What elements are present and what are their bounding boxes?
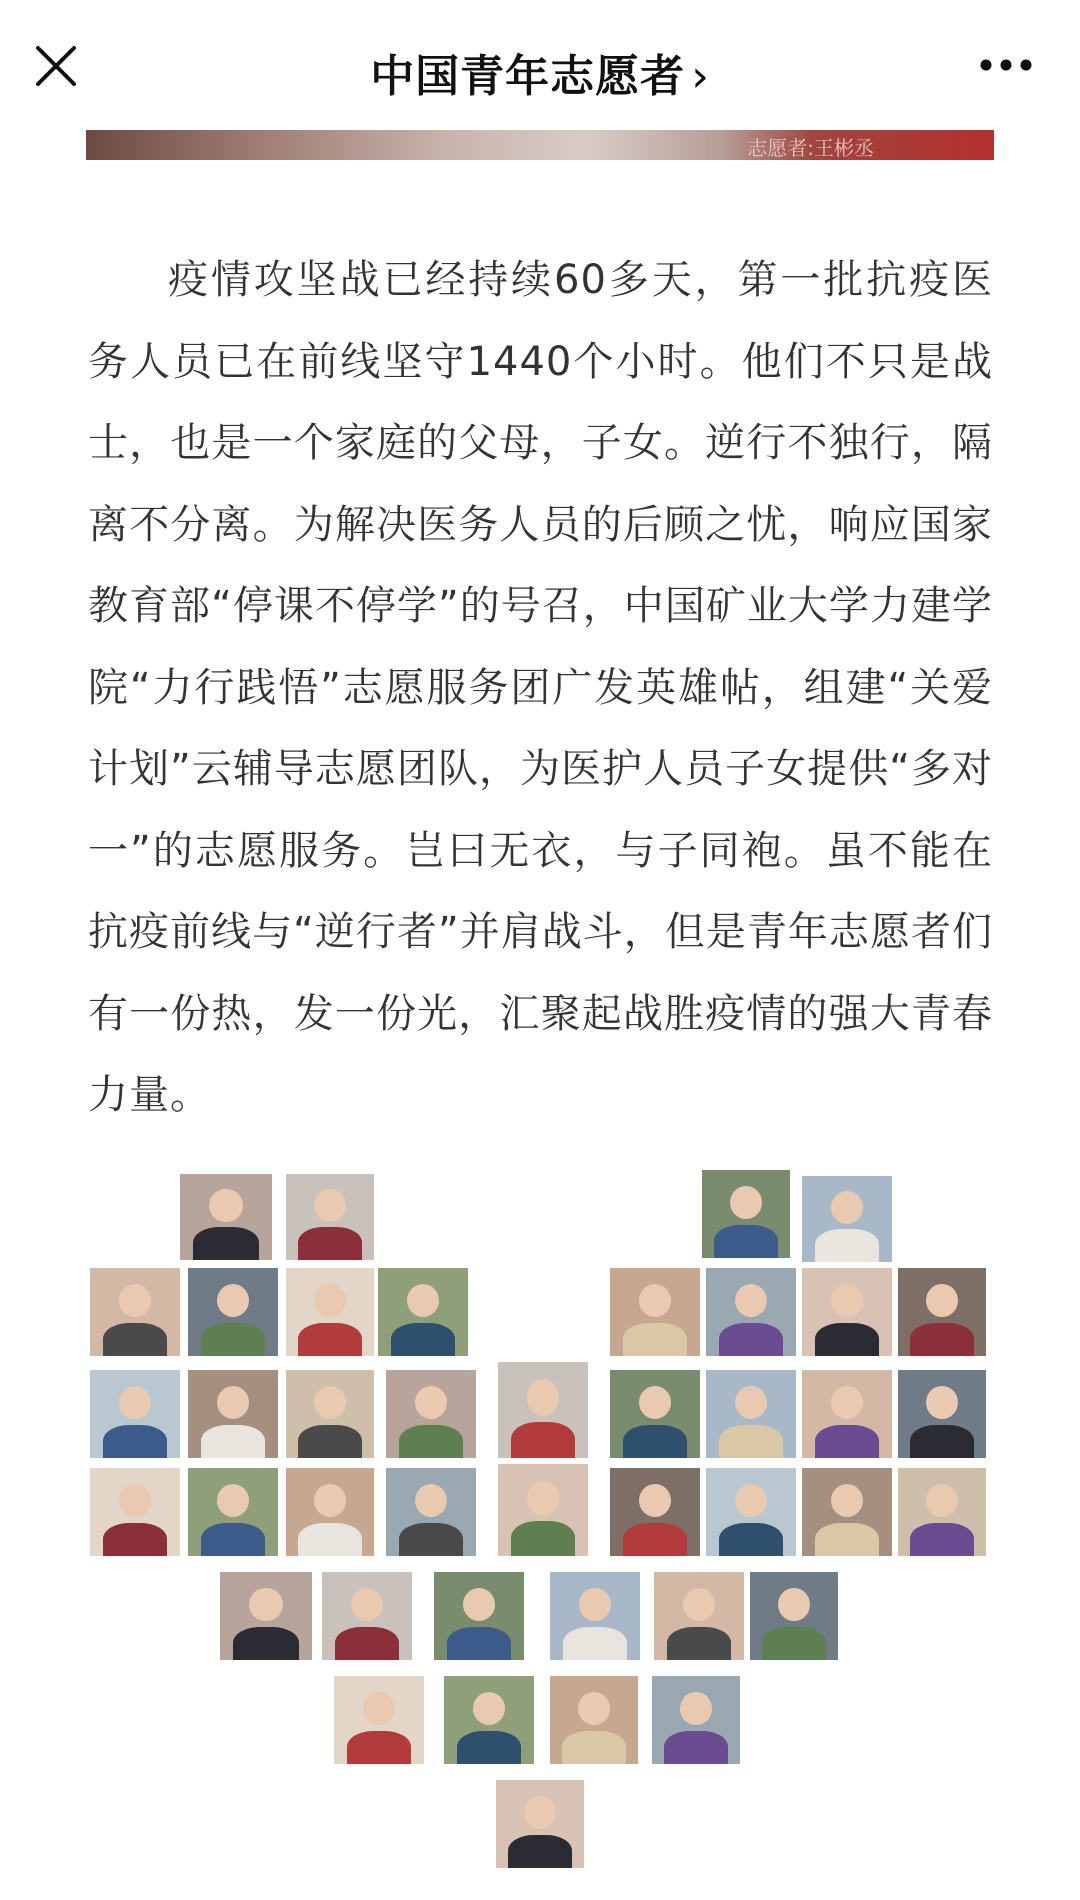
portrait-face xyxy=(527,1379,559,1415)
volunteer-photo xyxy=(186,1266,280,1358)
portrait-body xyxy=(201,1425,266,1460)
volunteer-photo xyxy=(384,1466,478,1558)
volunteer-photo xyxy=(704,1368,798,1460)
portrait-face xyxy=(473,1692,505,1725)
volunteer-photo xyxy=(284,1466,376,1558)
account-name: 中国青年志愿者 xyxy=(370,51,686,102)
volunteer-photo xyxy=(608,1466,702,1558)
portrait-face xyxy=(735,1484,767,1517)
volunteer-photo xyxy=(384,1368,478,1460)
volunteer-photo xyxy=(800,1466,894,1558)
portrait-face xyxy=(351,1588,383,1621)
volunteer-photo xyxy=(284,1266,376,1358)
portrait-face xyxy=(730,1186,762,1219)
volunteer-photo xyxy=(186,1466,280,1558)
volunteer-photo xyxy=(186,1368,280,1460)
portrait-body xyxy=(508,1835,571,1870)
portrait-face xyxy=(735,1386,767,1419)
portrait-face xyxy=(524,1796,556,1829)
volunteer-photo xyxy=(800,1174,894,1264)
portrait-face xyxy=(639,1284,671,1317)
volunteer-photo xyxy=(896,1466,988,1558)
portrait-body xyxy=(103,1523,168,1558)
chevron-right-icon: › xyxy=(691,51,710,102)
portrait-face xyxy=(831,1191,863,1224)
volunteer-photo-heart-collage xyxy=(0,1160,1080,1900)
portrait-body xyxy=(815,1523,880,1558)
volunteer-photo xyxy=(284,1172,376,1262)
portrait-face xyxy=(119,1386,151,1419)
portrait-body xyxy=(667,1627,732,1662)
portrait-face xyxy=(119,1284,151,1317)
portrait-body xyxy=(347,1731,412,1766)
portrait-face xyxy=(831,1386,863,1419)
portrait-body xyxy=(910,1323,973,1358)
portrait-face xyxy=(463,1588,495,1621)
volunteer-photo xyxy=(650,1674,742,1766)
portrait-face xyxy=(579,1588,611,1621)
article-image-bottom-edge xyxy=(86,130,994,160)
portrait-face xyxy=(415,1484,447,1517)
portrait-body xyxy=(298,1425,361,1460)
portrait-body xyxy=(103,1425,168,1460)
volunteer-photo xyxy=(652,1570,746,1662)
portrait-face xyxy=(314,1284,346,1317)
portrait-body xyxy=(719,1323,784,1358)
portrait-face xyxy=(249,1588,282,1621)
portrait-face xyxy=(926,1386,958,1419)
portrait-body xyxy=(457,1731,522,1766)
volunteer-photo xyxy=(748,1570,840,1662)
portrait-body xyxy=(201,1523,266,1558)
portrait-face xyxy=(217,1484,249,1517)
volunteer-photo xyxy=(376,1266,470,1358)
portrait-body xyxy=(910,1523,973,1558)
portrait-face xyxy=(639,1484,671,1517)
volunteer-photo xyxy=(800,1368,894,1460)
portrait-body xyxy=(298,1323,361,1358)
image-caption: 志愿者:王彬丞 xyxy=(747,136,874,160)
portrait-body xyxy=(399,1425,464,1460)
portrait-body xyxy=(719,1425,784,1460)
portrait-body xyxy=(623,1523,688,1558)
portrait-face xyxy=(926,1484,958,1517)
portrait-body xyxy=(815,1323,880,1358)
portrait-face xyxy=(314,1189,346,1222)
volunteer-photo xyxy=(496,1462,590,1558)
portrait-body xyxy=(563,1627,628,1662)
portrait-body xyxy=(201,1323,266,1358)
portrait-body xyxy=(335,1627,400,1662)
portrait-body xyxy=(714,1225,777,1260)
volunteer-photo xyxy=(432,1570,526,1662)
top-navbar xyxy=(0,0,1080,130)
portrait-face xyxy=(831,1484,863,1517)
portrait-face xyxy=(831,1284,863,1317)
portrait-body xyxy=(562,1731,625,1766)
portrait-face xyxy=(363,1692,395,1725)
portrait-body xyxy=(762,1627,825,1662)
portrait-face xyxy=(527,1481,559,1516)
volunteer-photo xyxy=(704,1466,798,1558)
portrait-body xyxy=(391,1323,456,1358)
portrait-body xyxy=(719,1523,784,1558)
volunteer-photo xyxy=(800,1266,894,1358)
portrait-face xyxy=(735,1284,767,1317)
portrait-body xyxy=(815,1425,880,1460)
portrait-face xyxy=(683,1588,715,1621)
portrait-body xyxy=(511,1521,576,1558)
volunteer-photo xyxy=(88,1266,182,1358)
portrait-face xyxy=(578,1692,610,1725)
volunteer-photo xyxy=(896,1368,988,1460)
more-dots-icon[interactable] xyxy=(978,50,1034,80)
portrait-body xyxy=(233,1627,299,1662)
portrait-body xyxy=(511,1422,576,1460)
volunteer-photo xyxy=(178,1172,274,1262)
volunteer-photo xyxy=(704,1266,798,1358)
portrait-body xyxy=(623,1425,688,1460)
portrait-face xyxy=(680,1692,712,1725)
volunteer-photo xyxy=(320,1570,414,1662)
volunteer-photo xyxy=(496,1360,590,1460)
volunteer-photo xyxy=(218,1570,314,1662)
portrait-body xyxy=(664,1731,727,1766)
volunteer-photo xyxy=(700,1168,792,1260)
portrait-body xyxy=(103,1323,168,1358)
volunteer-photo xyxy=(608,1266,702,1358)
volunteer-photo xyxy=(442,1674,536,1766)
portrait-face xyxy=(778,1588,810,1621)
portrait-body xyxy=(623,1323,688,1358)
volunteer-photo xyxy=(548,1570,642,1662)
volunteer-photo xyxy=(548,1674,640,1766)
portrait-face xyxy=(639,1386,671,1419)
portrait-face xyxy=(314,1484,346,1517)
volunteer-photo xyxy=(88,1466,182,1558)
portrait-face xyxy=(314,1386,346,1419)
article-paragraph: 疫情攻坚战已经持续60多天，第一批抗疫医务人员已在前线坚守1440个小时。他们不只是战士，也是一个家庭的父母，子女。逆行不独行，隔离不分离。为解决医务人员的后顾之忧，响应国家教育部“停课不停学”的号召，中国矿业大学力建学院“力行践悟”志愿服务团广发英雄帖，组建“关爱计划”云辅导志愿团队，为医护人员子女提供“多对一”的志愿服务。岂曰无衣，与子同袍。虽不能在抗疫前线与“逆行者”并肩战斗，但是青年志愿者们有一份热，发一份光，汇聚起战胜疫情的强大青春力量。 xyxy=(88,257,993,1118)
portrait-body xyxy=(399,1523,464,1558)
portrait-body xyxy=(193,1227,259,1262)
volunteer-photo xyxy=(494,1778,586,1870)
portrait-face xyxy=(407,1284,439,1317)
portrait-face xyxy=(119,1484,151,1517)
portrait-body xyxy=(910,1425,973,1460)
portrait-face xyxy=(217,1386,249,1419)
portrait-face xyxy=(217,1284,249,1317)
volunteer-photo xyxy=(608,1368,702,1460)
portrait-face xyxy=(415,1386,447,1419)
portrait-body xyxy=(815,1229,880,1264)
portrait-body xyxy=(447,1627,512,1662)
volunteer-photo xyxy=(284,1368,376,1460)
volunteer-photo xyxy=(88,1368,182,1460)
portrait-face xyxy=(209,1189,242,1222)
volunteer-photo xyxy=(896,1266,988,1358)
volunteer-photo xyxy=(332,1674,426,1766)
portrait-face xyxy=(926,1284,958,1317)
portrait-body xyxy=(298,1227,361,1262)
portrait-body xyxy=(298,1523,361,1558)
account-title-link[interactable] xyxy=(0,40,1080,104)
